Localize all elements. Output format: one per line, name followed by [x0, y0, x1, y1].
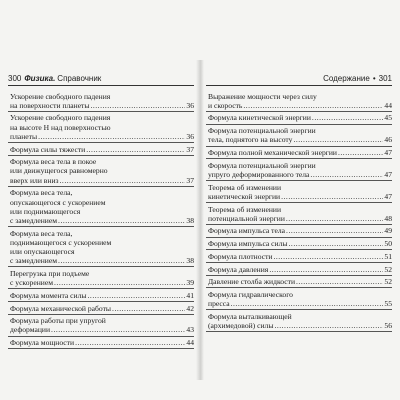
toc-entry [8, 227, 194, 267]
toc-page-number: 56 [384, 321, 392, 331]
toc-page-number: 49 [384, 226, 392, 236]
toc-page-number: 44 [384, 100, 392, 110]
dot-leader [88, 291, 186, 300]
toc-entry-last-line [10, 145, 194, 154]
toc-entry [8, 267, 194, 289]
dot-leader [310, 170, 383, 179]
toc-entry-text: Формула веса тела, [10, 228, 73, 238]
dot-leader [38, 132, 185, 141]
dot-leader [231, 299, 384, 308]
dot-leader [243, 101, 383, 110]
toc-entry-text: Перегрузка при подъеме [10, 268, 90, 278]
toc-entry-text: на поверхности планеты [10, 100, 90, 110]
dot-leader [54, 278, 185, 287]
left-toc-list [8, 90, 194, 349]
toc-page-number: 43 [186, 325, 194, 335]
toc-entry-last-line [10, 216, 194, 225]
toc-entry-text: Формула силы тяжести [10, 144, 86, 154]
toc-page-number: 38 [186, 256, 194, 266]
toc-entry-text: с замедлением [10, 256, 58, 266]
toc-entry-text: Формула давления [208, 264, 269, 274]
right-toc-list [206, 90, 392, 332]
toc-entry-last-line [208, 265, 392, 274]
dot-leader [274, 321, 383, 330]
dot-leader [281, 192, 383, 201]
toc-entry-text: Формула механической работы [10, 303, 112, 313]
toc-entry [8, 289, 194, 302]
dot-leader [286, 226, 383, 235]
toc-entry-last-line [208, 170, 392, 179]
toc-entry [206, 250, 392, 263]
toc-entry [206, 225, 392, 238]
toc-entry-text: или движущегося равномерно [10, 166, 108, 176]
toc-entry-last-line [208, 101, 392, 110]
dot-leader [112, 304, 185, 313]
toc-entry-text: (архимедовой) силы [208, 321, 274, 331]
toc-entry-text: Формула потенциальной энергии [208, 126, 316, 136]
toc-entry-text: тела, поднятого на высоту [208, 135, 293, 145]
toc-entry-last-line [208, 113, 392, 122]
toc-entry-text: пресса [208, 299, 230, 309]
toc-entry-text: вверх или вниз [10, 175, 59, 185]
toc-entry [206, 288, 392, 310]
dot-leader [269, 265, 383, 274]
toc-entry-text: Формула кинетической энергии [208, 113, 311, 123]
toc-page-number: 52 [384, 277, 392, 287]
toc-entry [206, 263, 392, 276]
toc-entry-text: деформации [10, 325, 51, 335]
toc-page-number: 48 [384, 213, 392, 223]
toc-entry-text: Формула веса тела, [10, 188, 73, 198]
toc-entry [206, 238, 392, 251]
toc-entry [206, 181, 392, 203]
toc-entry-last-line [10, 278, 194, 287]
toc-entry [8, 187, 194, 227]
toc-page-number: 42 [186, 303, 194, 313]
toc-entry-text: с ускорением [10, 278, 54, 288]
section-title: Содержание [323, 73, 370, 83]
toc-entry-text: или опускающегося [10, 247, 75, 257]
toc-page-number: 47 [384, 148, 392, 158]
right-page-header [206, 72, 392, 86]
toc-entry-last-line [208, 277, 392, 286]
toc-page-number: 47 [384, 191, 392, 201]
toc-entry [8, 143, 194, 156]
toc-entry [8, 315, 194, 337]
toc-entry [8, 90, 194, 112]
toc-page-number: 55 [384, 299, 392, 309]
toc-page-number: 45 [384, 113, 392, 123]
dot-leader [86, 145, 185, 154]
toc-entry-last-line [208, 239, 392, 248]
toc-entry-last-line [208, 192, 392, 201]
toc-page-number: 51 [384, 251, 392, 261]
dot-leader [338, 148, 383, 157]
toc-entry-text: Теорема об изменении [208, 182, 282, 192]
book-subtitle: Справочник [57, 73, 102, 83]
toc-page-number: 41 [186, 290, 194, 300]
book-title: Физика. [24, 73, 56, 83]
toc-entry [8, 112, 194, 143]
toc-entry-last-line [208, 299, 392, 308]
toc-page-number: 37 [186, 175, 194, 185]
toc-entry [206, 112, 392, 125]
dot-leader [60, 176, 186, 185]
right-page [206, 72, 392, 372]
toc-entry-text: потенциальной энергии [208, 213, 285, 223]
toc-entry-text: и скорость [208, 100, 243, 110]
toc-entry-text: Формула импульса силы [208, 239, 288, 249]
toc-page-number: 46 [384, 135, 392, 145]
toc-entry-last-line [10, 325, 194, 334]
toc-entry-last-line [208, 148, 392, 157]
toc-entry-text: Формула работы при упругой [10, 316, 106, 326]
left-page-number: 300 [8, 73, 22, 83]
toc-entry [206, 310, 392, 332]
toc-entry-text: поднимающегося с ускорением [10, 237, 112, 247]
toc-entry-text: Формула выталкивающей [208, 311, 292, 321]
dot-leader [286, 214, 384, 223]
toc-entry-text: Выражение мощности через силу [208, 91, 317, 101]
toc-entry-text: опускающегося с ускорением [10, 197, 106, 207]
dot-leader [293, 135, 383, 144]
toc-entry-text: кинетической энергии [208, 191, 281, 201]
toc-entry-text: Ускорение свободного падения [10, 113, 111, 123]
toc-entry-text: Формула плотности [208, 251, 273, 261]
toc-entry-text: Формула веса тела в покое [10, 157, 97, 167]
toc-entry [8, 337, 194, 350]
toc-page-number: 47 [384, 169, 392, 179]
toc-entry-last-line [208, 252, 392, 261]
toc-entry [8, 156, 194, 187]
dot-leader [273, 252, 383, 261]
dot-leader [58, 216, 185, 225]
toc-entry [206, 159, 392, 181]
toc-entry-text: Ускорение свободного падения [10, 91, 111, 101]
toc-entry-last-line [208, 226, 392, 235]
toc-entry-text: Формула полной механической энергии [208, 148, 337, 158]
toc-page-number: 36 [186, 100, 194, 110]
toc-entry-last-line [208, 321, 392, 330]
toc-entry-last-line [10, 132, 194, 141]
dot-leader [75, 338, 185, 347]
toc-entry-last-line [10, 176, 194, 185]
toc-page-number: 36 [186, 131, 194, 141]
toc-entry-text: Формула гидравлического [208, 289, 293, 299]
toc-entry-text: Формула импульса тела [208, 226, 286, 236]
toc-entry-text: упруго деформированного тела [208, 169, 310, 179]
toc-entry-last-line [10, 101, 194, 110]
toc-entry-text: Теорема об изменении [208, 204, 282, 214]
toc-entry-text: Давление столба жидкости [208, 277, 296, 287]
toc-entry [206, 276, 392, 289]
toc-entry-last-line [10, 304, 194, 313]
dot-leader [289, 239, 384, 248]
dot-leader [51, 325, 185, 334]
toc-entry [206, 203, 392, 225]
toc-entry-last-line [208, 135, 392, 144]
toc-entry-text: или поднимающегося [10, 206, 81, 216]
dot-leader [90, 101, 185, 110]
toc-entry-text: Формула потенциальной энергии [208, 160, 316, 170]
toc-entry-text: Формула мощности [10, 338, 75, 348]
toc-page-number: 39 [186, 278, 194, 288]
toc-page-number: 37 [186, 144, 194, 154]
toc-page-number: 38 [186, 215, 194, 225]
toc-entry-last-line [208, 214, 392, 223]
dot-leader [312, 113, 383, 122]
toc-entry [206, 147, 392, 160]
toc-entry-text: планеты [10, 131, 38, 141]
toc-page-number: 50 [384, 239, 392, 249]
toc-entry-last-line [10, 291, 194, 300]
left-page [8, 72, 194, 372]
toc-entry-text: Формула момента силы [10, 290, 87, 300]
dot-leader [58, 256, 185, 265]
toc-entry-text: на высоте H над поверхностью [10, 122, 111, 132]
header-bullet: • [372, 73, 376, 83]
dot-leader [296, 277, 383, 286]
toc-page-number: 44 [186, 338, 194, 348]
book-gutter [196, 60, 204, 380]
left-page-header [8, 72, 194, 86]
toc-entry [8, 302, 194, 315]
toc-entry [206, 125, 392, 147]
toc-page-number: 52 [384, 264, 392, 274]
toc-entry-text: с замедлением [10, 215, 58, 225]
toc-entry [206, 90, 392, 112]
toc-entry-last-line [10, 256, 194, 265]
right-page-number: 301 [378, 73, 392, 83]
toc-entry-last-line [10, 338, 194, 347]
